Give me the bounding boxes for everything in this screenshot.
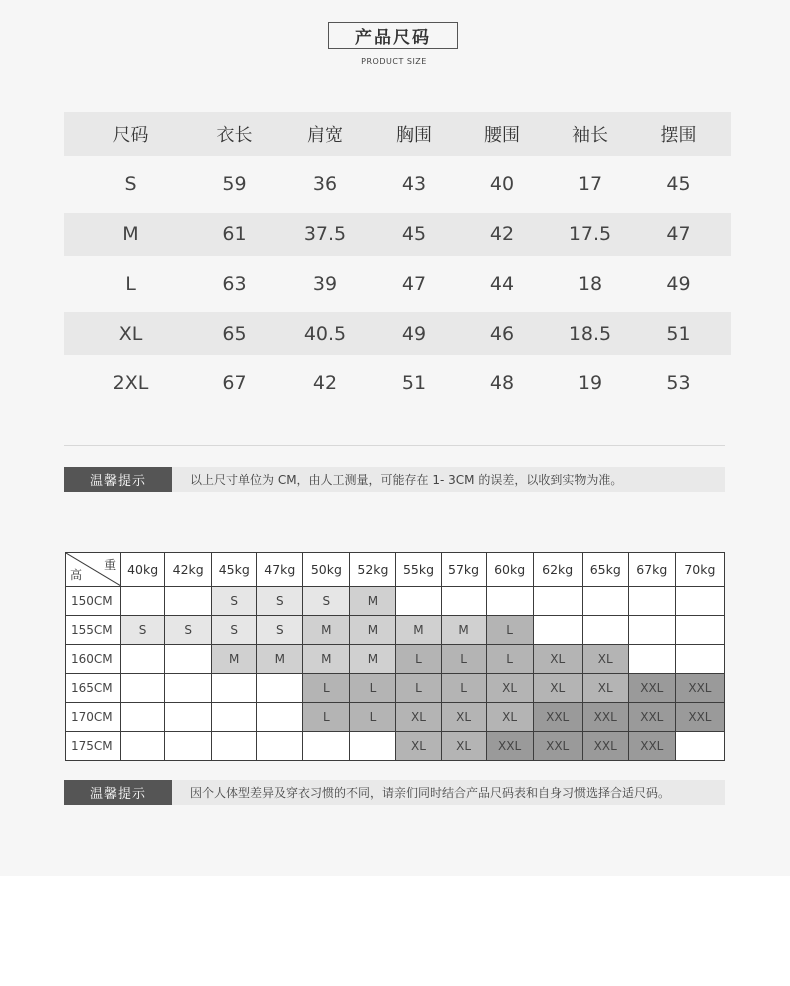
rec-table-row [66,732,725,761]
weight-header: 65kg [582,553,628,587]
tip-text: 因个人体型差异及穿衣习惯的不同，请亲们同时结合产品尺码表和自身习惯选择合适尺码。 [172,780,725,805]
size-recommendation-cell: XXL [582,732,628,761]
size-recommendation-cell: L [303,674,350,703]
size-recommendation-cell [628,616,675,645]
size-recommendation-cell [165,703,212,732]
size-cell: 49 [666,272,691,295]
size-cell: 40 [489,173,515,196]
weight-header: 70kg [675,553,724,587]
size-cell: 47 [401,272,427,295]
size-cell: 44 [489,272,515,295]
size-recommendation-cell [582,616,628,645]
size-cell: 19 [577,372,603,395]
size-recommendation-cell: XXL [675,703,724,732]
size-cell: 45 [378,213,450,256]
size-recommendation-cell [165,732,212,761]
rec-table-row [66,587,725,616]
divider [64,445,725,446]
size-table-header: 肩宽 [272,112,378,156]
weight-header: 60kg [486,553,533,587]
tip-tag: 温馨提示 [64,467,172,492]
size-recommendation-cell [582,587,628,616]
size-table-row [64,156,731,213]
size-table-header: 衣长 [197,112,272,156]
size-recommendation-cell: XL [441,703,486,732]
height-label: 155CM [66,616,121,645]
size-cell: 53 [666,372,691,395]
size-recommendation-cell: M [257,645,303,674]
size-recommendation-cell: XXL [628,674,675,703]
size-recommendation-cell [675,616,724,645]
size-recommendation-cell: XL [396,703,441,732]
size-recommendation-cell: L [486,645,533,674]
weight-header: 55kg [396,553,441,587]
size-table-header: 腰围 [450,112,554,156]
tip-tag: 温馨提示 [64,780,172,805]
size-cell: 18 [577,272,603,295]
rec-table-row [66,703,725,732]
size-recommendation-cell: S [165,616,212,645]
size-recommendation-cell: L [396,645,441,674]
size-recommendation-cell: XL [582,645,628,674]
size-recommendation-cell: M [350,587,396,616]
size-recommendation-cell: M [396,616,441,645]
size-recommendation-cell [675,587,724,616]
size-recommendation-cell [121,587,165,616]
size-recommendation-cell: M [212,645,257,674]
size-table-header: 尺码 [64,112,197,156]
size-recommendation-cell [212,732,257,761]
weight-header: 45kg [212,553,257,587]
size-recommendation-cell: S [121,616,165,645]
size-recommendation-cell: XXL [533,732,582,761]
weight-header: 42kg [165,553,212,587]
size-recommendation-cell [165,587,212,616]
weight-header: 62kg [533,553,582,587]
rec-table-row [66,616,725,645]
size-cell: 51 [401,372,427,395]
size-cell: 42 [312,372,338,395]
size-table [64,112,731,412]
size-cell: 45 [666,173,691,196]
size-recommendation-cell [533,587,582,616]
size-recommendation-cell: S [212,616,257,645]
size-cell: 40.5 [272,312,378,355]
size-table-header-row [64,112,731,156]
size-cell: 49 [378,312,450,355]
size-cell: 61 [197,213,272,256]
size-recommendation-cell [441,587,486,616]
size-cell: S [124,173,137,196]
size-table-row [64,213,731,256]
size-recommendation-cell: M [303,645,350,674]
size-cell: 36 [312,173,338,196]
size-recommendation-cell: XL [533,674,582,703]
size-recommendation-cell: XL [396,732,441,761]
weight-header: 47kg [257,553,303,587]
size-recommendation-cell: XXL [533,703,582,732]
size-cell: XL [64,312,197,355]
size-recommendation-cell: L [350,703,396,732]
size-recommendation-cell [257,674,303,703]
height-axis-label: 高 [70,568,83,582]
size-recommendation-cell [257,703,303,732]
size-table-header: 袖长 [554,112,626,156]
corner-cell [66,553,121,587]
size-recommendation-cell [212,674,257,703]
height-label: 170CM [66,703,121,732]
size-recommendation-cell: L [396,674,441,703]
page-title: 产品尺码 [328,22,458,49]
size-recommendation-cell: XL [486,703,533,732]
size-cell: 17 [577,173,603,196]
size-cell: 65 [197,312,272,355]
height-label: 160CM [66,645,121,674]
size-recommendation-cell: S [257,616,303,645]
size-cell: 2XL [112,372,149,395]
weight-header: 67kg [628,553,675,587]
size-recommendation-cell [212,703,257,732]
size-recommendation-cell: L [441,645,486,674]
size-recommendation-cell: XL [533,645,582,674]
tip-text: 以上尺寸单位为 CM，由人工测量，可能存在 1- 3CM 的误差，以收到实物为准。 [172,467,725,492]
size-recommendation-cell: XXL [486,732,533,761]
size-recommendation-cell [121,674,165,703]
size-recommendation-cell [165,645,212,674]
size-recommendation-cell: M [441,616,486,645]
weight-header: 40kg [121,553,165,587]
size-table-row [64,355,731,412]
size-recommendation-cell [165,674,212,703]
height-label: 150CM [66,587,121,616]
size-cell: 43 [401,173,427,196]
size-cell: 18.5 [554,312,626,355]
size-cell: 46 [450,312,554,355]
size-recommendation-cell [533,616,582,645]
size-recommendation-cell: XXL [675,674,724,703]
tip-banner-measure [64,467,725,492]
size-recommendation-cell: XXL [582,703,628,732]
rec-table-row [66,674,725,703]
size-recommendation-cell: L [486,616,533,645]
weight-axis-label: 重 [104,558,117,572]
size-recommendation-cell [396,587,441,616]
size-recommendation-cell [350,732,396,761]
size-cell: 67 [222,372,247,395]
rec-table-header-row [66,553,725,587]
size-recommendation-cell: L [441,674,486,703]
size-recommendation-cell [675,645,724,674]
size-cell: 59 [222,173,247,196]
size-cell: 39 [312,272,338,295]
size-recommendation-cell: S [257,587,303,616]
size-recommendation-cell: XXL [628,703,675,732]
size-table-header: 摆围 [626,112,731,156]
size-recommendation-cell [486,587,533,616]
size-recommendation-cell [121,645,165,674]
size-table-row [64,312,731,355]
size-recommendation-cell: XXL [628,732,675,761]
size-recommendation-cell [257,732,303,761]
weight-header: 52kg [350,553,396,587]
size-recommendation-cell: M [350,616,396,645]
size-cell: 42 [450,213,554,256]
size-recommendation-cell: S [303,587,350,616]
size-recommendation-cell [303,732,350,761]
size-table-header: 胸围 [378,112,450,156]
size-table-row [64,256,731,313]
size-cell: 37.5 [272,213,378,256]
size-recommendation-cell [675,732,724,761]
size-recommendation-cell: L [303,703,350,732]
size-recommendation-cell: XL [441,732,486,761]
size-recommendation-cell: S [212,587,257,616]
size-recommendation-cell: M [350,645,396,674]
size-recommendation-cell [628,587,675,616]
size-cell: M [64,213,197,256]
size-cell: L [125,272,136,295]
size-recommendation-cell: XL [486,674,533,703]
size-recommendation-cell [628,645,675,674]
weight-header: 50kg [303,553,350,587]
size-recommendation-cell [121,703,165,732]
size-recommendation-cell [121,732,165,761]
rec-table-row [66,645,725,674]
size-recommendation-cell: XL [582,674,628,703]
page-subtitle: PRODUCT SIZE [361,57,427,66]
size-recommendation-table [65,552,725,761]
size-recommendation-cell: L [350,674,396,703]
height-label: 165CM [66,674,121,703]
tip-banner-fit [64,780,725,805]
size-cell: 47 [626,213,731,256]
size-cell: 17.5 [554,213,626,256]
size-cell: 48 [489,372,515,395]
size-cell: 51 [626,312,731,355]
size-cell: 63 [222,272,247,295]
size-recommendation-cell: M [303,616,350,645]
height-label: 175CM [66,732,121,761]
weight-header: 57kg [441,553,486,587]
